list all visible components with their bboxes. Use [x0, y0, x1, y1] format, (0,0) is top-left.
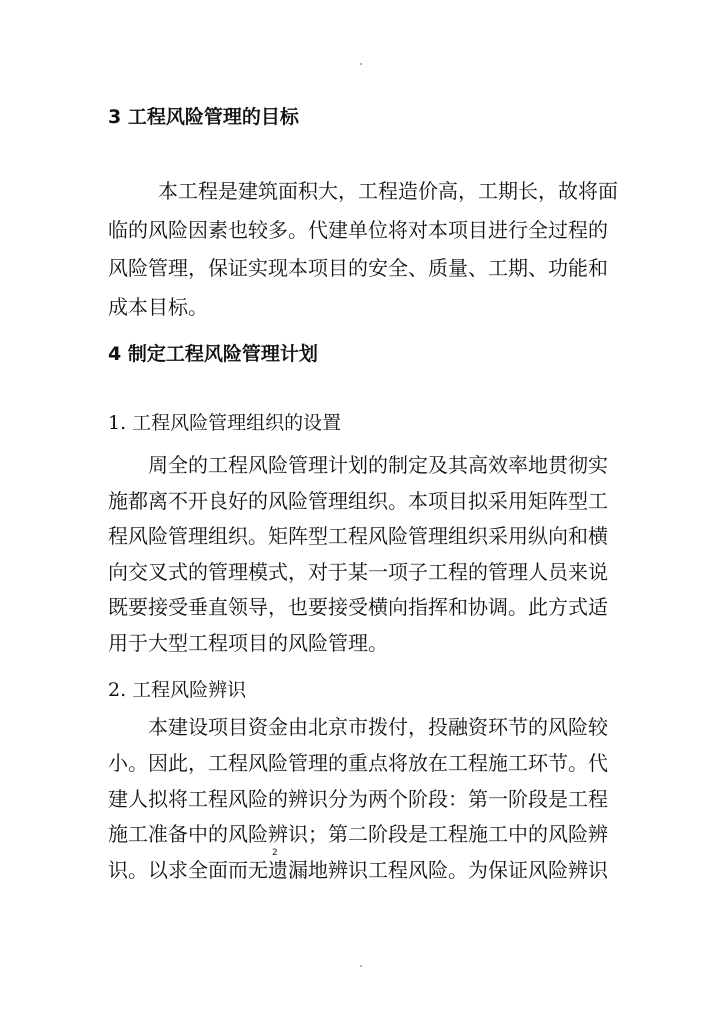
subsection-1-paragraph — [108, 448, 618, 662]
section-4-heading: 4 制定工程风险管理计划 — [108, 343, 318, 365]
paragraph-line: 本工程是建筑面积大，工程造价高，工期长，故将面 — [158, 179, 618, 203]
paragraph-line: 程风险管理组织。矩阵型工程风险管理组织采用纵向和横 — [108, 524, 608, 549]
paragraph-line: 风险管理，保证实现本项目的安全、质量、工期、功能和 — [108, 256, 608, 280]
paragraph-line: 施工准备中的风险辨识；第二阶段是工程施工中的风险辨 — [108, 822, 608, 847]
subsection-2-paragraph — [108, 710, 618, 889]
paragraph-line: 成本目标。 — [108, 294, 208, 319]
bottom-dot — [360, 965, 362, 967]
page-number: 2 — [272, 848, 278, 858]
paragraph-line: 施都离不开良好的风险管理组织。本项目拟采用矩阵型工 — [108, 488, 608, 513]
section-3-paragraph — [108, 172, 618, 326]
subsection-2-title: 2. 工程风险辨识 — [108, 679, 247, 701]
paragraph-line: 用于大型工程项目的风险管理。 — [108, 630, 388, 655]
paragraph-line: 周全的工程风险管理计划的制定及其高效率地贯彻实 — [148, 453, 608, 477]
paragraph-line: 建人拟将工程风险的辨识分为两个阶段：第一阶段是工程 — [108, 786, 608, 811]
paragraph-line: 本建设项目资金由北京市拨付，投融资环节的风险较 — [148, 715, 608, 739]
top-dot — [360, 63, 362, 65]
paragraph-line: 小。因此，工程风险管理的重点将放在工程施工环节。代 — [108, 750, 608, 775]
paragraph-line: 临的风险因素也较多。代建单位将对本项目进行全过程的 — [108, 217, 608, 242]
paragraph-line: 向交叉式的管理模式，对于某一项子工程的管理人员来说 — [108, 559, 608, 584]
subsection-1-title: 1. 工程风险管理组织的设置 — [108, 412, 342, 434]
section-3-heading: 3 工程风险管理的目标 — [108, 106, 299, 128]
paragraph-line: 既要接受垂直领导，也要接受横向指挥和协调。此方式适 — [108, 595, 608, 620]
paragraph-line: 识。以求全面而无遗漏地辨识工程风险。为保证风险辨识 — [108, 858, 608, 883]
